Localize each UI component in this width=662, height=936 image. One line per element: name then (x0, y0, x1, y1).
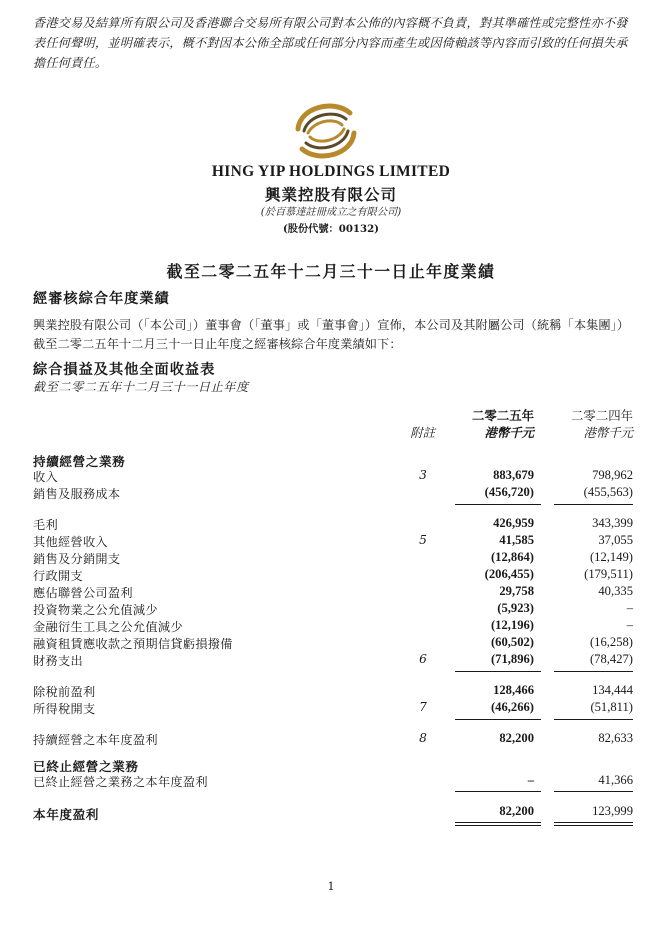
row-label: 銷售及服務成本 (33, 487, 121, 501)
row-value-2024: (51,811) (590, 700, 633, 714)
disclaimer-text: 香港交易及結算所有限公司及香港聯合交易所有限公司對本公佈的內容概不負責，對其準確性或完整性亦不發表任何聲明，並明確表示，概不對因本公佈全部或任何部分內容而產生或因倚賴該等內容而引致的任何損失承擔任何責任。 (33, 16, 628, 70)
row-value-2024: 41,366 (598, 773, 633, 787)
row-value-2024: 82,633 (598, 731, 633, 745)
row-value-2024: (455,563) (583, 485, 633, 499)
row-value-2025: (456,720) (484, 485, 534, 499)
row-label: 其他經營收入 (33, 535, 108, 549)
table-row (33, 683, 633, 700)
row-note: 7 (419, 700, 427, 714)
row-label: 銷售及分銷開支 (33, 552, 121, 566)
subtotal-rule (455, 504, 541, 505)
row-note: 5 (419, 533, 427, 547)
subtotal-rule (554, 719, 633, 720)
row-label: 金融衍生工具之公允值減少 (33, 620, 183, 634)
stock-code: (股份代號：00132) (282, 223, 380, 235)
subtotal-rule (554, 671, 633, 672)
row-label: 收入 (33, 470, 58, 484)
row-value-2024: 343,399 (592, 516, 633, 530)
subtotal-rule (554, 791, 633, 792)
company-logo-icon (290, 97, 362, 165)
row-value-2025: 128,466 (493, 683, 534, 697)
logo-swirl (298, 106, 354, 156)
table-row (33, 618, 633, 635)
row-value-2025: 29,758 (499, 584, 534, 598)
statement-title: 綜合損益及其他全面收益表 (33, 362, 216, 378)
row-value-2024: – (626, 601, 633, 615)
announcement-headline: 截至二零二五年十二月三十一日止年度業績 (166, 262, 496, 281)
row-note: 6 (419, 652, 427, 666)
company-name-english: HING YIP HOLDINGS LIMITED (211, 163, 451, 180)
row-value-2025: (71,896) (490, 652, 534, 666)
company-name-chinese: 興業控股有限公司 (264, 186, 397, 204)
column-header-2025: 二零二五年 (472, 408, 534, 423)
table-row (33, 567, 633, 584)
row-value-2024: (78,427) (589, 652, 633, 666)
row-label: 融資租賃應收款之預期信貸虧損撥備 (33, 637, 233, 651)
row-label: 應佔聯營公司盈利 (33, 586, 133, 600)
column-unit-2025: 港幣千元 (484, 425, 534, 440)
row-label: 持續經營之本年度盈利 (33, 733, 158, 747)
table-row (33, 756, 633, 773)
row-value-2025: (46,266) (490, 700, 534, 714)
row-value-2025: 82,200 (499, 804, 534, 818)
row-value-2024: 40,335 (598, 584, 633, 598)
subtotal-rule (455, 791, 541, 792)
row-value-2024: 798,962 (592, 468, 633, 482)
row-value-2024: (16,258) (589, 635, 633, 649)
incorporation-note: (於百慕達註冊成立之有限公司) (260, 207, 402, 218)
intro-paragraph: 興業控股有限公司（「本公司」）董事會（「董事」或「董事會」）宣佈，本公司及其附屬公司（統稱「本集團」）截至二零二五年十二月三十一日止年度之經審核綜合年度業績如下： (33, 318, 630, 351)
row-value-2025: (12,196) (490, 618, 534, 632)
row-note: 8 (419, 731, 427, 745)
table-row (33, 468, 633, 485)
table-row (33, 773, 633, 790)
table-row (33, 584, 633, 601)
row-label: 已終止經營之業務 (33, 759, 139, 774)
column-header-note: 附註 (410, 425, 435, 440)
row-value-2024: 134,444 (592, 683, 633, 697)
table-row (33, 652, 633, 669)
row-value-2025: 883,679 (493, 468, 534, 482)
row-value-2025: (60,502) (490, 635, 534, 649)
table-row (33, 451, 633, 468)
table-row (33, 635, 633, 652)
row-value-2025: (12,864) (490, 550, 534, 564)
row-value-2024: 123,999 (592, 804, 633, 818)
table-row (33, 516, 633, 533)
table-row (33, 550, 633, 567)
row-note: 3 (419, 468, 427, 482)
table-row (33, 700, 633, 717)
table-row (33, 485, 633, 502)
subtotal-rule (455, 719, 541, 720)
subtotal-rule (554, 504, 633, 505)
section-title: 經審核綜合年度業績 (33, 291, 170, 307)
row-value-2025: (206,455) (484, 567, 534, 581)
column-unit-2024: 港幣千元 (583, 425, 633, 440)
row-label: 財務支出 (33, 654, 83, 668)
row-label: 毛利 (33, 518, 58, 532)
row-value-2025: 41,585 (499, 533, 534, 547)
table-row (33, 601, 633, 618)
row-label: 所得稅開支 (33, 702, 96, 716)
row-value-2024: (179,511) (584, 567, 633, 581)
row-value-2025: 426,959 (493, 516, 534, 530)
row-value-2025: (5,923) (497, 601, 534, 615)
row-label: 投資物業之公允值減少 (33, 603, 158, 617)
row-value-2024: (12,149) (589, 550, 633, 564)
row-label: 已終止經營之業務之本年度盈利 (33, 775, 208, 789)
page-number: 1 (327, 880, 335, 893)
row-label: 本年度盈利 (33, 807, 99, 822)
subtotal-rule (455, 671, 541, 672)
row-label: 除稅前盈利 (33, 685, 96, 699)
table-row (33, 731, 633, 748)
table-row-total (33, 804, 633, 821)
row-label: 持續經營之業務 (33, 454, 126, 469)
row-value-2025: 82,200 (499, 731, 534, 745)
column-header-2024: 二零二四年 (571, 408, 633, 423)
table-row (33, 533, 633, 550)
total-double-rule (455, 822, 541, 826)
row-value-2024: – (626, 618, 633, 632)
row-label: 行政開支 (33, 569, 83, 583)
statement-period: 截至二零二五年十二月三十一日止年度 (33, 380, 249, 394)
total-double-rule (554, 822, 633, 826)
row-value-2025: – (527, 773, 534, 787)
row-value-2024: 37,055 (598, 533, 633, 547)
